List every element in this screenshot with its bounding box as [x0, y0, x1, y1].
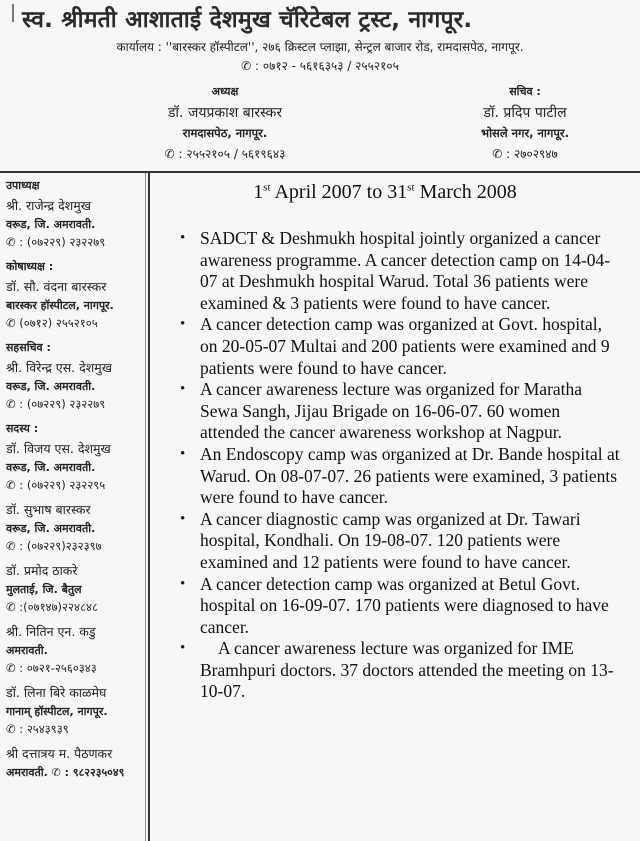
report-period-title	[150, 181, 620, 204]
joint-secretary-role: सहसचिव :	[6, 341, 51, 354]
bullet-icon: •	[180, 640, 186, 657]
activity-item	[180, 573, 620, 639]
members-sidebar	[6, 178, 146, 789]
activity-item	[180, 228, 620, 314]
member-name: डॉ. सुभाष बारस्कर	[6, 502, 91, 517]
vice-president-block	[6, 178, 146, 250]
members-block	[6, 421, 146, 780]
activity-item	[180, 443, 620, 509]
member-entry	[6, 623, 146, 676]
activity-text: A cancer diagnostic camp was organized at Dr. Tawari hospital, Kondhali. On 19-08-07. 120 patients were examined and 12 patients were found to have cancer.	[200, 508, 581, 572]
member-address: मुलताई, जि. बैतुल	[6, 583, 82, 596]
bullet-icon: •	[180, 445, 186, 462]
member-phone: ✆ : ०७२१-२५६०३४३	[6, 661, 97, 675]
president-name: डॉ. जयप्रकाश बारस्कर	[167, 105, 283, 121]
member-name: श्री. नितिन एन. कडु	[6, 624, 96, 639]
period-end: March 2008	[414, 181, 517, 203]
member-phone: ✆ : (०७२२९) २३२२९५	[6, 478, 106, 492]
bullet-icon: •	[180, 316, 186, 333]
vice-president-phone: ✆ : (०७२२९) २३२२७९	[6, 235, 106, 249]
activity-item	[180, 638, 620, 703]
member-name: डॉ. लिना बिरे काळमेघ	[6, 685, 107, 700]
vice-president-address: वरूड, जि. अमरावती.	[6, 218, 96, 231]
treasurer-role: कोषाध्यक्ष :	[6, 260, 54, 273]
activity-item	[180, 379, 620, 444]
bullet-icon: •	[180, 381, 186, 398]
treasurer-phone: ✆ (०७१२) २५५२१०५	[6, 316, 98, 330]
report-content	[150, 173, 640, 841]
member-entry	[6, 440, 146, 493]
bullet-icon: •	[180, 575, 186, 592]
president-block	[110, 84, 340, 162]
trust-name-heading: स्व. श्रीमती आशाताई देशमुख चॅरिटेबल ट्रस्ट, नागपूर.	[22, 7, 473, 33]
secretary-name: डॉ. प्रदिप पाटील	[483, 105, 567, 121]
treasurer-name: डॉ. सौ. वंदना बारस्कर	[6, 279, 107, 294]
member-entry	[6, 501, 146, 554]
period-middle: April 2007 to 31	[270, 181, 408, 203]
joint-secretary-address: वरूड, जि. अमरावती.	[6, 380, 96, 393]
vice-president-name: श्री. राजेन्द्र देशमुख	[6, 198, 91, 213]
period-start-day: 1	[253, 181, 264, 203]
president-address: रामदासपेठ, नागपूर.	[182, 126, 268, 140]
member-name: डॉ. विजय एस. देशमुख	[6, 441, 111, 456]
office-phone: ✆ : ०७१२ - ५६१६३५३ / २५५२१०५	[241, 59, 399, 73]
member-address: अमरावती. ✆ : ९८२२३५०४९	[6, 766, 125, 779]
member-name: श्री दत्तात्रय म. पैठणकर	[6, 746, 113, 761]
activity-text: A cancer detection camp was organized at Govt. hospital, on 20-05-07 Multai and 200 patients were examined and 9 patients were found to have cancer.	[200, 314, 610, 378]
member-entry	[6, 684, 146, 737]
joint-secretary-phone: ✆ : (०७२२९) २३२२७९	[6, 397, 106, 411]
activity-text: A cancer detection camp was organized at Betul Govt. hospital on 16-09-07. 170 patients were diagnosed to have cancer.	[200, 573, 609, 637]
secretary-role: सचिव :	[509, 85, 541, 98]
secretary-phone: ✆ : २७०२९४७	[492, 147, 558, 161]
activity-text: A cancer awareness lecture was organized for Maratha Sewa Sangh, Jijau Brigade on 16-06-07. 60 women attended the cancer awareness workshop at Nagpur.	[200, 379, 583, 443]
secretary-block	[450, 84, 600, 162]
joint-secretary-block	[6, 340, 146, 412]
member-address: गानाम् हॉस्पीटल, नागपूर.	[6, 705, 108, 718]
member-address: वरूड, जि. अमरावती.	[6, 461, 96, 474]
member-phone: ✆ :(०७१४७)२२४८४८	[6, 600, 98, 614]
bullet-icon: •	[180, 230, 186, 246]
member-entry	[6, 745, 146, 780]
joint-secretary-name: श्री. विरेन्द्र एस. देशमुख	[6, 360, 112, 375]
vice-president-role: उपाध्यक्ष	[6, 179, 40, 192]
activity-item	[180, 314, 620, 379]
office-address: कार्यालय : ''बारस्कर हॉस्पीटल'', २७६ क्रिस्टल प्लाझा, सेन्ट्रल बाजार रोड, रामदासपेठ, नागपूर.	[116, 40, 524, 54]
secretary-address: भोसले नगर, नागपूर.	[480, 126, 569, 140]
scan-edge-mark	[12, 4, 14, 22]
member-phone: ✆ : (०७२२९)२३२३९७	[6, 539, 102, 553]
bullet-icon: •	[180, 510, 186, 527]
activity-item	[180, 508, 620, 574]
treasurer-block	[6, 259, 146, 331]
member-address: वरूड, जि. अमरावती.	[6, 522, 96, 535]
member-name: डॉ. प्रमोद ठाकरे	[6, 563, 78, 578]
ordinal-suffix: st	[263, 181, 271, 194]
ordinal-suffix: st	[407, 181, 415, 194]
member-phone: ✆ : २५४३९३९	[6, 722, 69, 736]
activity-text: An Endoscopy camp was organized at Dr. Bande hospital at Warud. On 08-07-07. 26 patients were examined, 3 patients were found to have cancer.	[200, 443, 620, 508]
president-role: अध्यक्ष	[211, 85, 239, 98]
member-entry	[6, 562, 146, 615]
treasurer-address: बारस्कर हॉस्पीटल, नागपूर.	[6, 299, 114, 312]
activity-text: A cancer awareness lecture was organized for IME Bramhpuri doctors. 37 doctors attended the meeting on 13-10-07.	[200, 638, 614, 702]
member-address: अमरावती.	[6, 644, 48, 657]
activities-list	[180, 228, 620, 703]
members-label: सदस्य :	[6, 422, 39, 435]
activity-text: SADCT & Deshmukh hospital jointly organized a cancer awareness programme. A cancer detection camp on 14-04-07 at Deshmukh hospital Warud. Total 36 patients were examined & 3 patients were found to have cancer.	[200, 228, 611, 313]
president-phone: ✆ : २५५२१०५ / ५६१९६४३	[164, 147, 286, 161]
